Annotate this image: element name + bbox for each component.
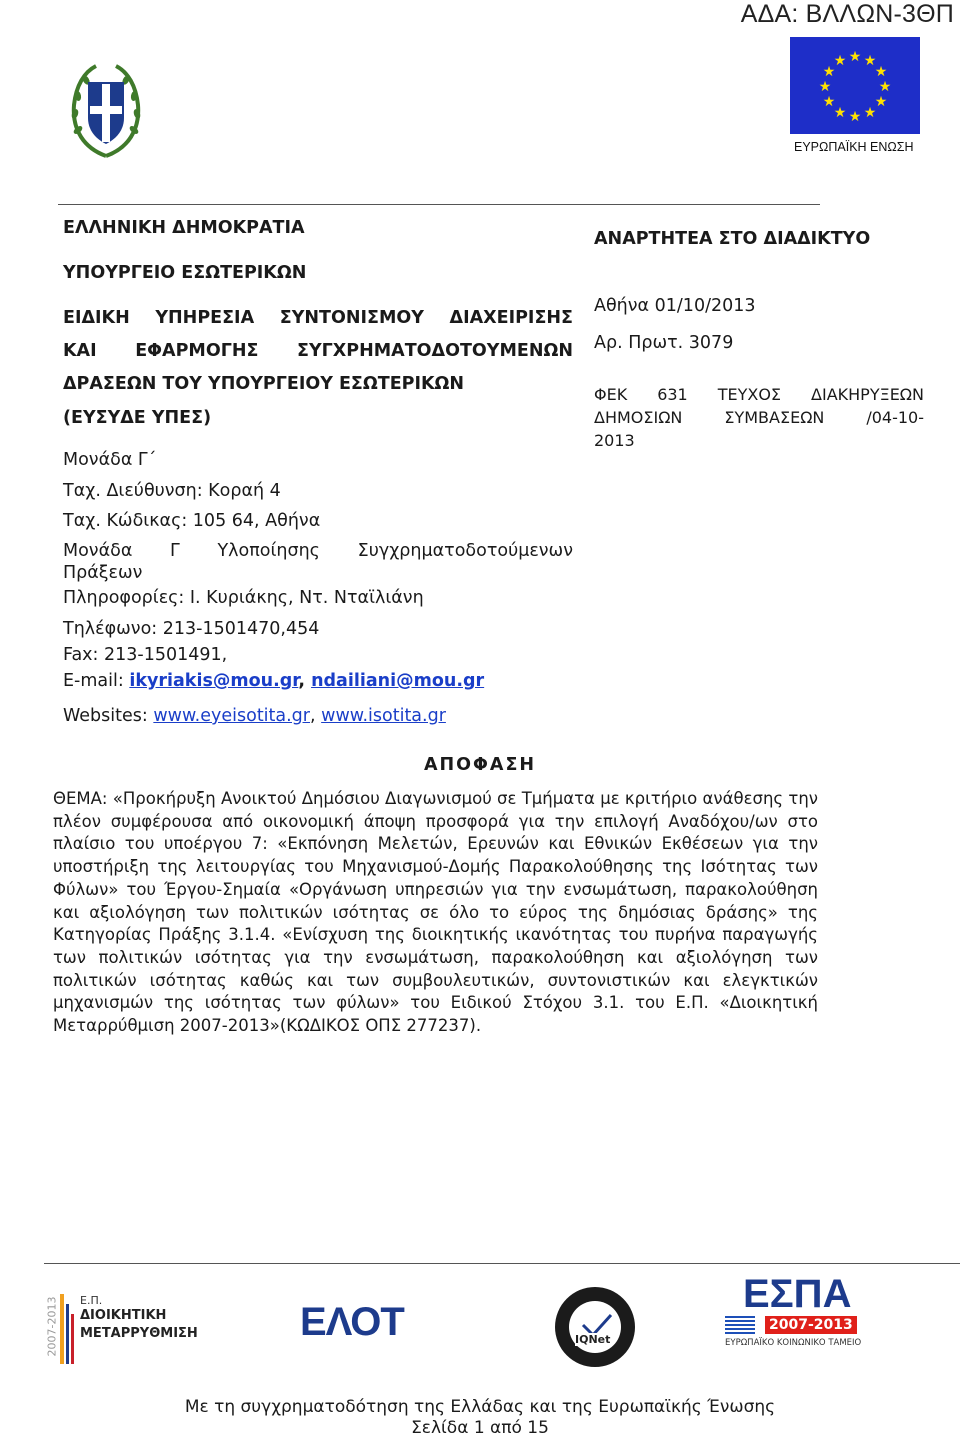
svg-text:★: ★ [833,105,847,121]
email-label: E-mail: [63,671,130,691]
ep-line-2: ΜΕΤΑΡΡΥΘΜΙΣΗ [80,1326,198,1341]
republic-title: ΕΛΛΗΝΙΚΗ ΔΗΜΟΚΡΑΤΙΑ [63,218,305,238]
website-link-2[interactable]: www.isotita.gr [321,706,446,726]
service-acronym: (ΕΥΣΥΔΕ ΥΠΕΣ) [63,408,212,428]
eu-flag [790,37,920,134]
websites-line [63,706,446,726]
email-line [63,671,484,691]
greek-coat-of-arms-logo [66,60,146,162]
phone: Τηλέφωνο: 213-1501470,454 [63,619,320,639]
header-divider [58,204,820,205]
unit-full-1: Μονάδα Γ Υλοποίησης Συγχρηματοδοτούμενων [63,541,573,561]
unit-full-2: Πράξεων [63,563,143,583]
fek-line-2: ΔΗΜΟΣΙΩΝ ΣΥΜΒΑΣΕΩΝ /04-10- [594,408,924,427]
ep-small: Ε.Π. [80,1294,103,1307]
cofunding-note: Με τη συγχρηματοδότηση της Ελλάδας και της Ευρωπαϊκής Ένωσης [184,1397,776,1417]
email-link-2[interactable]: ndailiani@mou.gr [311,671,485,691]
service-title-2: ΚΑΙ ΕΦΑΡΜΟΓΗΣ ΣΥΓΧΡΗΜΑΤΟΔΟΤΟΥΜΕΝΩΝ [63,341,573,361]
ep-administrative-reform-logo [44,1290,224,1370]
website-link-1[interactable]: www.eyeisotita.gr [153,706,310,726]
protocol-number: Αρ. Πρωτ. 3079 [594,333,734,353]
certified-seal-icon [553,1285,637,1369]
decision-subject: ΘΕΜΑ: «Προκήρυξη Ανοικτού Δημόσιου Διαγωνισμού σε Τμήματα με κριτήριο ανάθεσης την πλέον συμφέρουσα από οικονομική άποψη προσφορά για την επιλογή Αναδόχου/ων στο πλαίσιο του υποέργου 7: «Εκπόνηση Μελετών, Ερευνών και Εθνικών Εκθέσεων για την υποστήριξη της λειτουργίας του Μηχανισμού-Δομής Παρακολούθησης της Ισότητας των Φύλων» του Έργου-Σημαία «Οργάνωση υπηρεσιών για την ενσωμάτωση, παρακολούθηση και αξιολόγηση των πολιτικών ισότητας σε όλο το εύρος της δημόσιας δράσης» της Κατηγορίας Πράξης 3.1.4. «Ενίσχυση της διοικητικής ικανότητας του πυρήνα παραγωγής των πολιτικών ισότητας για την ενσωμάτωση, παρακολούθηση και αξιολόγηση των πολιτικών ισότητας καθώς και των συμβουλευτικών, συντονιστικών και ελεγκτικών μηχανισμών της ισότητας των φύλων» του Ειδικού Στόχου 3.1. του Ε.Π. «Διοικητική Μεταρρύθμιση 2007-2013»(ΚΩΔΙΚΟΣ ΟΠΣ 277237). [53,789,818,1036]
unit-label: Μονάδα Γ΄ [63,450,157,470]
espa-years: 2007-2013 [765,1316,857,1334]
ep-years: 2007-2013 [45,1296,59,1357]
website-separator: , [310,706,322,726]
fek-line-1: ΦΕΚ 631 ΤΕΥΧΟΣ ΔΙΑΚΗΡΥΞΕΩΝ [594,385,924,404]
address: Ταχ. Διεύθυνση: Κοραή 4 [63,481,281,501]
elot-logo: ΕΛΟΤ [300,1300,404,1344]
eu-caption: ΕΥΡΩΠΑΪΚΗ ΕΝΩΣΗ [794,140,914,154]
email-link-1[interactable]: ikyriakis@mou.gr [129,671,299,691]
fek-line-3: 2013 [594,431,635,450]
ep-line-1: ΔΙΟΙΚΗΤΙΚΗ [80,1308,167,1323]
service-title-3: ΔΡΑΣΕΩΝ ΤΟΥ ΥΠΟΥΡΓΕΙΟΥ ΕΣΩΤΕΡΙΚΩΝ [63,374,465,394]
ep-stripes-icon [60,1294,74,1364]
fax: Fax: 213-1501491, [63,645,228,665]
svg-text:★: ★ [848,49,862,65]
document-date: Αθήνα 01/10/2013 [594,296,756,316]
contact-persons: Πληροφορίες: Ι. Κυριάκης, Ντ. Νταϊλιάνη [63,588,424,608]
iqnet-certified-logo [553,1285,637,1369]
svg-text:★: ★ [822,94,836,110]
post-notice: ΑΝΑΡΤΗΤΕΑ ΣΤΟ ΔΙΑΔΙΚΤΥΟ [594,229,871,249]
espa-caption: ΕΥΡΩΠΑΪΚΟ ΚΟΙΝΩΝΙΚΟ ΤΑΜΕΙΟ [725,1338,862,1348]
espa-logo [725,1272,895,1352]
page-number: Σελίδα 1 από 15 [411,1418,549,1438]
decision-title: ΑΠΟΦΑΣΗ [423,755,537,775]
espa-title: ΕΣΠΑ [743,1272,852,1316]
svg-text:★: ★ [848,109,862,125]
svg-text:★: ★ [878,79,892,95]
svg-text:★: ★ [874,94,888,110]
svg-text:★: ★ [863,105,877,121]
greek-flag-icon [725,1316,755,1334]
svg-text:★: ★ [863,53,877,69]
email-separator: , [298,671,312,691]
svg-text:★: ★ [833,53,847,69]
footer-divider [44,1263,960,1264]
svg-text:★: ★ [874,64,888,80]
postcode: Ταχ. Κώδικας: 105 64, Αθήνα [63,511,321,531]
ada-stamp: ΑΔΑ: ΒΛΛΩΝ-3ΘΠ [740,0,954,28]
websites-label: Websites: [63,706,154,726]
eu-stars-icon [790,37,920,134]
iqnet-label: IQNet [575,1333,611,1346]
ministry-title: ΥΠΟΥΡΓΕΙΟ ΕΣΩΤΕΡΙΚΩΝ [63,263,307,283]
svg-text:★: ★ [822,64,836,80]
svg-text:★: ★ [818,79,832,95]
service-title-1: ΕΙΔΙΚΗ ΥΠΗΡΕΣΙΑ ΣΥΝΤΟΝΙΣΜΟΥ ΔΙΑΧΕΙΡΙΣΗΣ [63,308,573,328]
